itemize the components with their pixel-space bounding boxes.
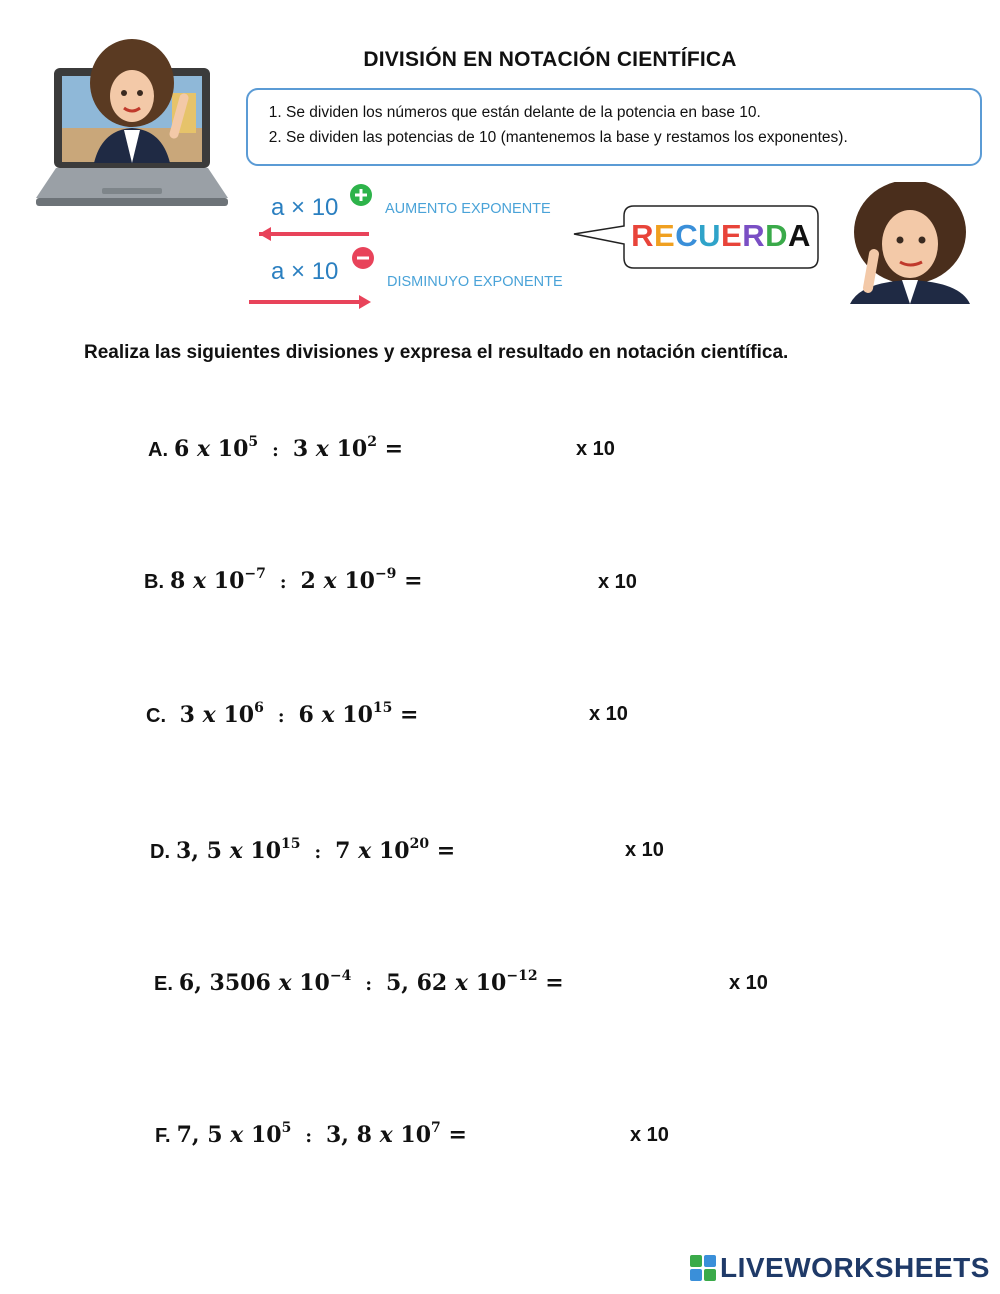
divide-symbol: : <box>272 440 279 461</box>
recuerda-letter: C <box>675 218 699 253</box>
exercise-row <box>155 1120 467 1148</box>
base: 10 <box>342 702 373 728</box>
recuerda-label <box>624 205 818 267</box>
recuerda-letter: A <box>787 218 811 253</box>
mantissa: 6 <box>298 702 314 728</box>
exponent: 5 <box>281 1120 292 1136</box>
exponent: −9 <box>374 566 397 582</box>
mantissa: 7 <box>335 838 351 864</box>
exponent: −4 <box>329 968 352 984</box>
exercise-row <box>148 434 403 462</box>
recuerda-letter: R <box>631 218 655 253</box>
times-symbol: x <box>358 838 372 864</box>
divide-symbol: : <box>305 1126 312 1147</box>
exponent: 15 <box>372 700 393 716</box>
times-symbol: x <box>192 568 207 594</box>
exponent: 20 <box>409 836 430 852</box>
times-symbol: x <box>196 436 211 462</box>
times-symbol: x <box>230 1122 244 1148</box>
rule-item: 2. Se dividen las potencias de 10 (mantenemos la base y restamos los exponentes). <box>286 125 964 150</box>
answer-label: x 10 <box>598 571 637 593</box>
exponent: 15 <box>281 836 301 852</box>
mantissa: 3 <box>179 702 195 728</box>
exponent-legend <box>245 178 575 313</box>
base: 10 <box>336 436 368 462</box>
increase-label: AUMENTO EXPONENTE <box>385 201 551 217</box>
decrease-label: DISMINUYO EXPONENTE <box>387 274 563 290</box>
recuerda-letter: U <box>698 218 721 253</box>
exponent: −7 <box>244 566 266 582</box>
exercise-letter: A. <box>148 439 168 461</box>
recuerda-letter: R <box>742 218 766 253</box>
answer-label: x 10 <box>729 972 768 994</box>
equals-symbol: = <box>384 436 404 462</box>
times-symbol: x <box>202 702 216 728</box>
liveworksheets-brand <box>690 1252 990 1284</box>
laptop-avatar-illustration <box>32 38 232 213</box>
times-symbol: x <box>321 702 335 728</box>
recuerda-letter: E <box>654 218 676 253</box>
base: 10 <box>475 970 507 996</box>
recuerda-letter: E <box>721 218 743 253</box>
divide-symbol: : <box>314 842 322 863</box>
base: 10 <box>250 1122 282 1148</box>
divide-symbol: : <box>279 572 287 593</box>
liveworksheets-logo-icon <box>690 1255 716 1281</box>
divide-symbol: : <box>277 706 285 727</box>
rules-box <box>246 88 982 166</box>
exponent: 5 <box>248 434 259 450</box>
base: 10 <box>344 568 375 594</box>
exercise-row <box>144 566 423 594</box>
exercise-letter: B. <box>144 571 164 593</box>
answer-label: x 10 <box>576 438 615 460</box>
times-symbol: x <box>315 436 329 462</box>
exponent: −12 <box>506 968 538 984</box>
equals-symbol: = <box>545 970 564 996</box>
mantissa: 5, 62 <box>386 970 448 996</box>
divide-symbol: : <box>365 974 372 995</box>
exponent: 7 <box>431 1120 441 1136</box>
mantissa: 6 <box>174 436 190 462</box>
exercise-letter: C. <box>146 705 166 727</box>
exponent: 2 <box>367 434 377 450</box>
base: 10 <box>250 838 282 864</box>
base: 10 <box>213 568 245 594</box>
times-symbol: x <box>454 970 469 996</box>
times-symbol: x <box>323 568 337 594</box>
base: 10 <box>217 436 249 462</box>
base: 10 <box>223 702 255 728</box>
mantissa: 3, 8 <box>326 1122 372 1148</box>
answer-label: x 10 <box>625 839 664 861</box>
exercise-row <box>146 700 418 728</box>
formula-increase: a × 10 <box>271 194 339 221</box>
base: 10 <box>378 838 410 864</box>
base: 10 <box>400 1122 432 1148</box>
exercise-row <box>154 968 564 996</box>
mantissa: 2 <box>300 568 316 594</box>
page-title: DIVISIÓN EN NOTACIÓN CIENTÍFICA <box>363 48 737 71</box>
times-symbol: x <box>278 970 292 996</box>
exercise-letter: E. <box>154 973 173 995</box>
brand-text: LIVEWORKSHEETS <box>720 1252 990 1283</box>
mantissa: 3 <box>292 436 309 462</box>
mantissa: 3, 5 <box>176 838 222 864</box>
thinking-avatar-illustration <box>840 182 972 304</box>
times-symbol: x <box>379 1122 393 1148</box>
times-symbol: x <box>229 838 243 864</box>
recuerda-letter: D <box>765 218 788 253</box>
equals-symbol: = <box>436 838 456 864</box>
formula-decrease: a × 10 <box>271 258 339 285</box>
instruction-text: Realiza las siguientes divisiones y expresa el resultado en notación científica. <box>84 342 789 363</box>
equals-symbol: = <box>404 568 423 594</box>
base: 10 <box>299 970 330 996</box>
equals-symbol: = <box>448 1122 467 1148</box>
exponent: 6 <box>254 700 264 716</box>
exercise-letter: F. <box>155 1125 171 1147</box>
mantissa: 7, 5 <box>176 1122 223 1148</box>
exercise-letter: D. <box>150 841 170 863</box>
exercise-row <box>150 836 455 864</box>
answer-label: x 10 <box>589 703 628 725</box>
mantissa: 8 <box>170 568 186 594</box>
equals-symbol: = <box>400 702 419 728</box>
rule-item: 1. Se dividen los números que están delante de la potencia en base 10. <box>286 100 964 125</box>
answer-label: x 10 <box>630 1124 669 1146</box>
mantissa: 6, 3506 <box>178 970 271 996</box>
